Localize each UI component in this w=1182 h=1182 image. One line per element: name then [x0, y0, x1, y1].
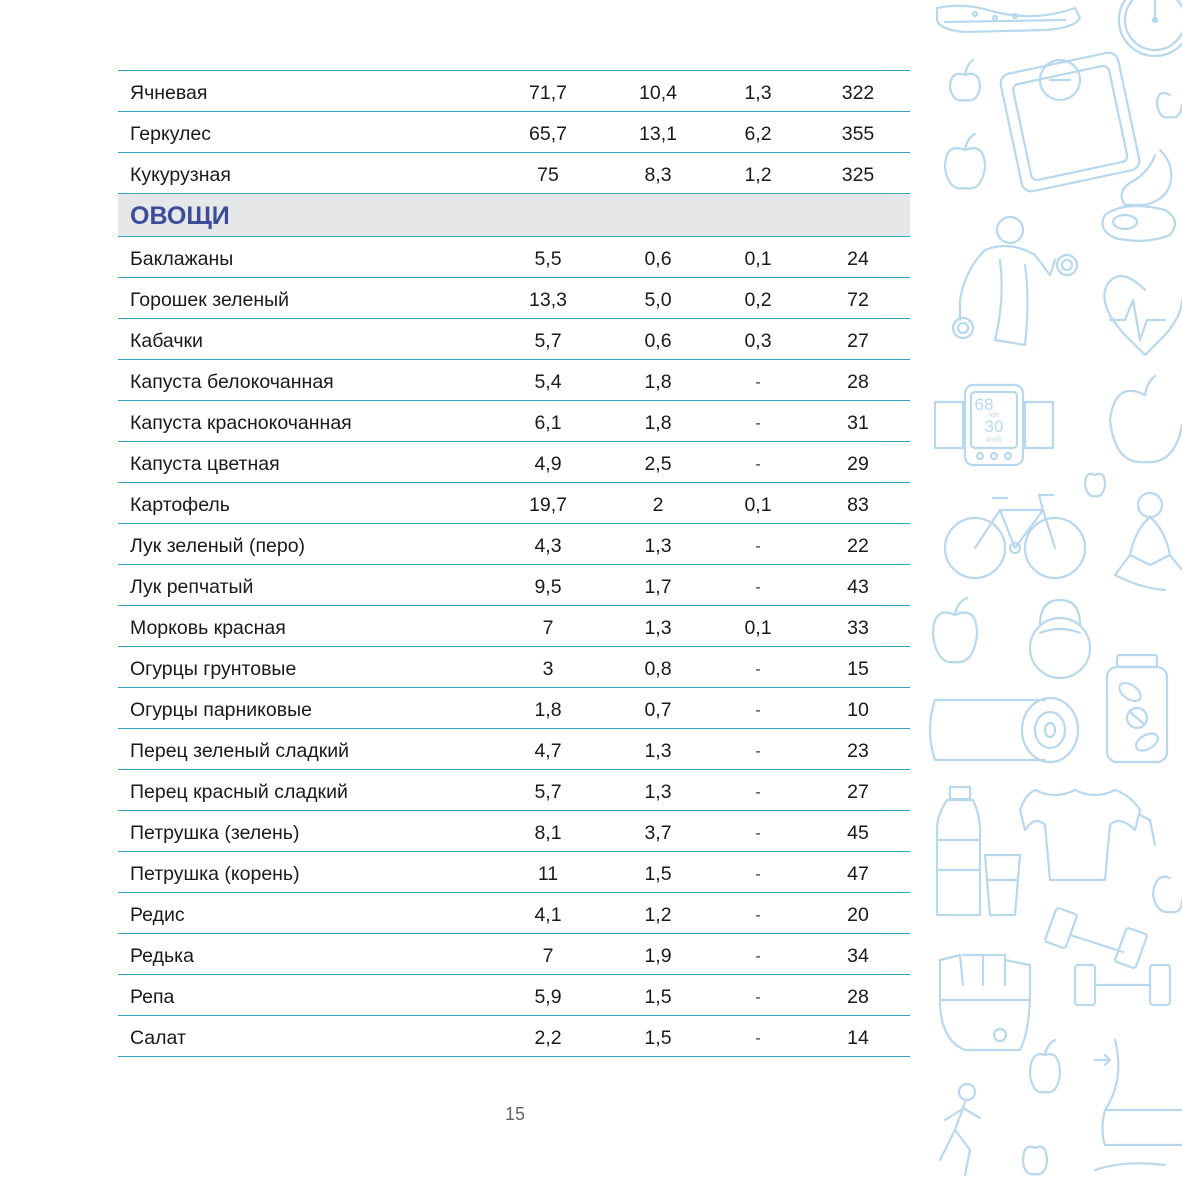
kcal-value: 27	[847, 330, 869, 352]
fat-value: -	[755, 702, 761, 719]
fitness-pattern-sidebar	[925, 0, 1182, 1182]
protein-value: 1,3	[644, 781, 672, 803]
apple-icon	[1153, 877, 1182, 912]
fat-value: 1,3	[744, 82, 772, 104]
yoga-icon	[1115, 493, 1182, 590]
table-row	[118, 852, 910, 893]
kcal-value: 10	[847, 699, 869, 721]
food-name: Ячневая	[130, 82, 208, 104]
carbs-value: 13,3	[529, 289, 567, 311]
scale-icon	[999, 51, 1141, 193]
kcal-value: 14	[847, 1027, 869, 1049]
protein-value: 0,7	[644, 699, 672, 721]
fat-value: -	[755, 825, 761, 842]
protein-value: 1,5	[644, 863, 672, 885]
food-name: Огурцы парниковые	[130, 699, 312, 721]
water-bottle-icon	[937, 787, 980, 915]
kcal-value: 24	[847, 248, 869, 270]
protein-value: 10,4	[639, 82, 677, 104]
pill-bottle-icon	[1107, 655, 1167, 762]
table-row	[118, 1016, 910, 1057]
food-name: Лук зеленый (перо)	[130, 535, 306, 557]
table-row	[118, 688, 910, 729]
carbs-value: 11	[537, 863, 559, 885]
carbs-value: 1,8	[534, 699, 562, 721]
protein-value: 1,8	[644, 371, 672, 393]
speed-value: 68	[974, 395, 994, 414]
food-name: Редис	[130, 904, 185, 926]
table-row	[118, 278, 910, 319]
carbs-value: 2,2	[534, 1027, 562, 1049]
carbs-value: 9,5	[534, 576, 562, 598]
waist-icon	[1095, 1040, 1182, 1145]
table-row	[118, 811, 910, 852]
kcal-value: 72	[847, 289, 869, 311]
carbs-value: 5,5	[534, 248, 562, 270]
carbs-value: 7	[542, 617, 554, 639]
protein-value: 0,6	[644, 330, 672, 352]
carbs-value: 75	[537, 164, 559, 186]
food-name: Перец зеленый сладкий	[130, 740, 350, 762]
food-name: Морковь красная	[130, 617, 286, 639]
table-row	[118, 237, 910, 278]
food-name: Горошек зеленый	[130, 289, 290, 311]
table-row	[118, 153, 910, 194]
protein-value: 0,8	[644, 658, 672, 680]
protein-value: 2,5	[644, 453, 672, 475]
protein-value: 5,0	[644, 289, 672, 311]
food-name: Капуста белокочанная	[130, 371, 334, 393]
table-row	[118, 606, 910, 647]
fat-value: -	[755, 866, 761, 883]
carbs-value: 65,7	[529, 123, 567, 145]
table-row	[118, 112, 910, 153]
carbs-value: 19,7	[529, 494, 567, 516]
sneaker-icon	[937, 6, 1080, 32]
table-row	[118, 565, 910, 606]
protein-value: 1,5	[644, 986, 672, 1008]
food-name: Петрушка (зелень)	[130, 822, 300, 844]
table-row	[118, 524, 910, 565]
table-row	[118, 401, 910, 442]
arm-muscle-icon	[1122, 150, 1172, 205]
fat-value: -	[755, 1030, 761, 1047]
runner-icon	[940, 1084, 980, 1175]
fat-value: -	[755, 579, 761, 596]
carbs-value: 5,9	[534, 986, 562, 1008]
kcal-value: 29	[847, 453, 869, 475]
kcal-value: 15	[847, 658, 869, 680]
carbs-value: 4,1	[534, 904, 562, 926]
food-name: Капуста цветная	[130, 453, 280, 475]
fat-value: -	[755, 415, 761, 432]
apple-icon	[1023, 1040, 1060, 1174]
food-name: Репа	[130, 986, 175, 1008]
table-row	[118, 483, 910, 524]
food-name: Салат	[130, 1027, 186, 1049]
page-number: 15	[504, 1104, 526, 1124]
table-row	[118, 71, 910, 112]
food-name: Баклажаны	[130, 248, 234, 270]
kcal-value: 28	[847, 371, 869, 393]
carbs-value: 4,3	[534, 535, 562, 557]
section-header-vegetables: ОВОЩИ	[118, 194, 910, 237]
carbs-value: 5,4	[534, 371, 562, 393]
fat-value: -	[755, 948, 761, 965]
fat-value: -	[755, 538, 761, 555]
fat-value: -	[755, 456, 761, 473]
fat-value: 0,3	[744, 330, 772, 352]
table-row	[118, 770, 910, 811]
steak-icon	[1103, 206, 1175, 241]
kcal-value: 322	[841, 82, 875, 104]
protein-value: 2	[652, 494, 664, 516]
protein-value: 1,5	[644, 1027, 672, 1049]
fat-value: -	[755, 374, 761, 391]
fat-value: 1,2	[744, 164, 772, 186]
cycle-computer-icon	[935, 385, 1053, 465]
carbs-value: 6,1	[534, 412, 562, 434]
kcal-value: 28	[847, 986, 869, 1008]
food-name: Геркулес	[130, 123, 211, 145]
fat-value: -	[755, 989, 761, 1006]
protein-value: 1,9	[644, 945, 672, 967]
dumbbell-icon	[1045, 907, 1170, 1005]
glass-icon	[985, 855, 1020, 915]
food-name: Кукурузная	[130, 164, 231, 186]
nutrition-table	[118, 70, 910, 1057]
kcal-value: 20	[847, 904, 869, 926]
decor-curve	[1095, 1163, 1165, 1170]
food-name: Редька	[130, 945, 194, 967]
fat-value: 6,2	[744, 123, 772, 145]
kcal-value: 325	[841, 164, 875, 186]
carbs-value: 5,7	[534, 330, 562, 352]
carbs-value: 3	[542, 658, 554, 680]
carbs-value: 4,9	[534, 453, 562, 475]
yoga-mat-icon	[930, 698, 1078, 762]
table-row	[118, 893, 910, 934]
protein-value: 13,1	[639, 123, 677, 145]
fat-value: -	[755, 784, 761, 801]
table-row	[118, 934, 910, 975]
protein-value: 1,7	[644, 576, 672, 598]
table-row	[118, 360, 910, 401]
fat-value: 0,1	[744, 248, 772, 270]
kcal-value: 45	[847, 822, 869, 844]
heart-pulse-icon	[1104, 276, 1182, 355]
fat-value: -	[755, 907, 761, 924]
food-name: Кабачки	[130, 330, 203, 352]
protein-value: 3,7	[644, 822, 672, 844]
kcal-value: 22	[847, 535, 869, 557]
table-row	[118, 975, 910, 1016]
distance-unit: km/h	[986, 437, 1002, 444]
kcal-value: 83	[847, 494, 869, 516]
kcal-value: 31	[847, 412, 869, 434]
carbs-value: 8,1	[534, 822, 562, 844]
food-name: Перец красный сладкий	[130, 781, 348, 803]
table-row	[118, 442, 910, 483]
apple-icon	[1085, 376, 1182, 496]
stopwatch-icon	[1119, 0, 1182, 56]
kcal-value: 27	[847, 781, 869, 803]
carbs-value: 7	[542, 945, 554, 967]
glove-icon	[940, 955, 1030, 1050]
speed-unit: km	[989, 412, 999, 419]
fat-value: 0,1	[744, 494, 772, 516]
kcal-value: 23	[847, 740, 869, 762]
fat-value: -	[755, 661, 761, 678]
protein-value: 1,8	[644, 412, 672, 434]
kcal-value: 355	[841, 123, 875, 145]
carbs-value: 5,7	[534, 781, 562, 803]
carbs-value: 71,7	[529, 82, 567, 104]
food-name: Огурцы грунтовые	[130, 658, 297, 680]
food-name: Капуста краснокочанная	[130, 412, 352, 434]
torso-icon	[1020, 790, 1155, 880]
food-name: Петрушка (корень)	[130, 863, 300, 885]
kcal-value: 33	[847, 617, 869, 639]
apple-icon	[933, 598, 977, 662]
distance-value: 30	[984, 417, 1004, 436]
table-row	[118, 647, 910, 688]
food-name: Лук репчатый	[130, 576, 254, 598]
kettlebell-icon	[1030, 600, 1090, 678]
table-row	[118, 319, 910, 360]
fat-value: 0,2	[744, 289, 772, 311]
kcal-value: 34	[847, 945, 869, 967]
kcal-value: 43	[847, 576, 869, 598]
protein-value: 0,6	[644, 248, 672, 270]
table-row	[118, 729, 910, 770]
food-name: Картофель	[130, 494, 230, 516]
bicycle-icon	[945, 495, 1085, 578]
kcal-value: 47	[847, 863, 869, 885]
protein-value: 1,2	[644, 904, 672, 926]
protein-value: 1,3	[644, 535, 672, 557]
carbs-value: 4,7	[534, 740, 562, 762]
fat-value: -	[755, 743, 761, 760]
protein-value: 1,3	[644, 740, 672, 762]
bodybuilder-icon	[953, 217, 1077, 345]
protein-value: 8,3	[644, 164, 672, 186]
protein-value: 1,3	[644, 617, 672, 639]
fat-value: 0,1	[744, 617, 772, 639]
